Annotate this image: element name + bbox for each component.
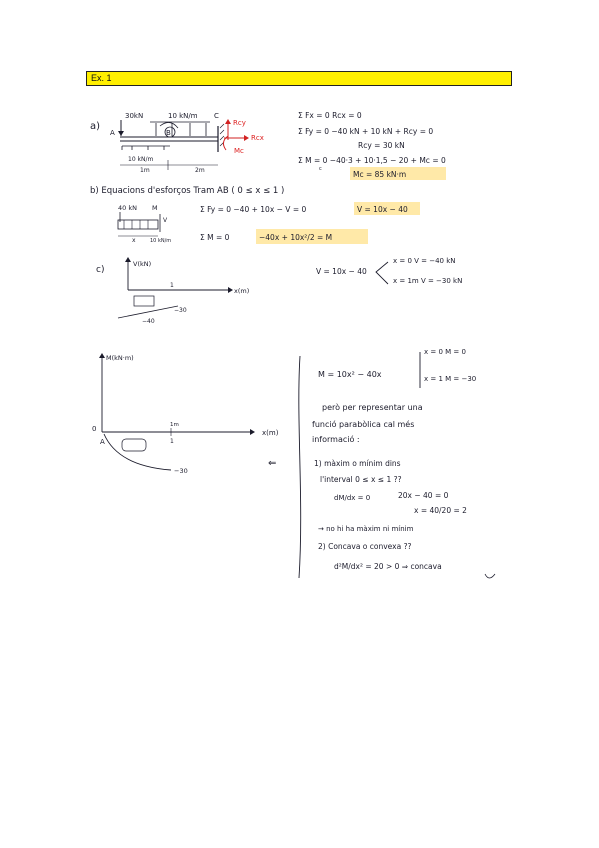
note-derivative-x: x = 40/20 = 2 [414,506,467,515]
react-y-label: Rcy [233,119,246,127]
eq-sum-fy: Σ Fy = 0 −40 kN + 10 kN + Rcy = 0 [298,127,434,136]
shear-val-right: −30 [174,307,187,314]
moment-axis-y-label: M(kN·m) [106,354,134,362]
shear-axis-y-label: V(kN) [133,260,152,268]
part-c-label: c) [96,265,105,275]
fbd-v-label: V [163,217,168,224]
note-item-1a: 1) màxim o mínim dins [314,459,401,468]
note-line-3: informació : [312,435,360,444]
eq-moment-result: −40x + 10x²/2 = M [259,233,333,242]
moment-case-1: x = 0 M = 0 [424,348,466,356]
exercise-title: Ex. 1 [91,73,112,83]
shear-equation: V = 10x − 40 [316,267,367,276]
node-c-label: C [214,112,219,120]
eq-sum-fx: Σ Fx = 0 Rcx = 0 [298,111,362,120]
part-a-label: a) [90,121,101,132]
shear-case-1: x = 0 V = −40 kN [393,257,456,265]
column-divider [299,356,301,578]
moment-tick-1: 1 [170,438,174,445]
note-no-extremum: → no hi ha màxim ni mínim [318,525,414,533]
arrow-back-icon: ⇐ [268,458,277,469]
moment-end-value: −30 [174,467,188,475]
moment-origin-label: 0 [92,425,97,433]
shear-case-bracket [376,262,388,284]
eq-shear-sum: Σ Fy = 0 −40 + 10x − V = 0 [200,205,307,214]
moment-equation: M = 10x² − 40x [318,370,382,379]
fbd-load-label: 40 kN [118,204,137,212]
moment-label: Mc [234,147,244,155]
concave-icon [485,574,495,578]
eq-rcy-result: Rcy = 30 kN [358,141,405,150]
part-b-heading: b) Equacions d'esforços Tram AB ( 0 ≤ x ≤ 1 ) [90,186,285,196]
moment-case-2: x = 1 M = −30 [424,375,477,383]
note-second-derivative: d²M/dx² = 20 > 0 ⇒ concava [334,562,442,571]
fbd-m-label: M [152,204,158,212]
dist-load-label: 10 kN/m [168,112,198,120]
moment-point-a: A [100,438,105,446]
shear-tick-1: 1 [170,282,174,289]
note-item-2: 2) Concava o convexa ?? [318,542,412,551]
shear-axis-x-label: x(m) [234,287,250,295]
moment-axis-x-label: x(m) [262,429,279,437]
lower-dist-label: 10 kN/m [128,156,154,163]
dim-left-label: 1m [140,167,150,174]
point-load-label: 30kN [125,112,144,120]
fbd-dist-label: 10 kN/m [150,238,172,244]
moment-curve [104,434,171,470]
shear-val-left: −40 [142,318,155,325]
node-b-label: B [166,129,171,137]
moment-sign-icon [122,439,146,451]
note-item-1b: l'interval 0 ≤ x ≤ 1 ?? [320,475,402,484]
shear-line [118,306,178,318]
note-line-2: funció parabòlica cal més [312,420,415,429]
fbd-x-label: x [132,237,136,244]
eq-sum-m-sub: c [319,166,322,172]
eq-moment-sum: Σ M = 0 [200,233,230,242]
eq-shear-result: V = 10x − 40 [357,205,408,214]
note-derivative-eq: 20x − 40 = 0 [398,491,449,500]
shear-sign-icon [134,296,154,306]
dim-right-label: 2m [195,167,205,174]
moment-tick-unit: 1m [170,422,179,428]
node-a-label: A [110,129,115,137]
note-derivative: dM/dx = 0 [334,494,371,502]
eq-sum-m: Σ M = 0 −40·3 + 10·1,5 − 20 + Mc = 0 [298,156,446,165]
eq-mc-result: Mc = 85 kN·m [353,170,407,179]
shear-case-2: x = 1m V = −30 kN [393,277,463,285]
note-line-1: però per representar una [322,403,423,412]
react-x-label: Rcx [251,134,264,142]
